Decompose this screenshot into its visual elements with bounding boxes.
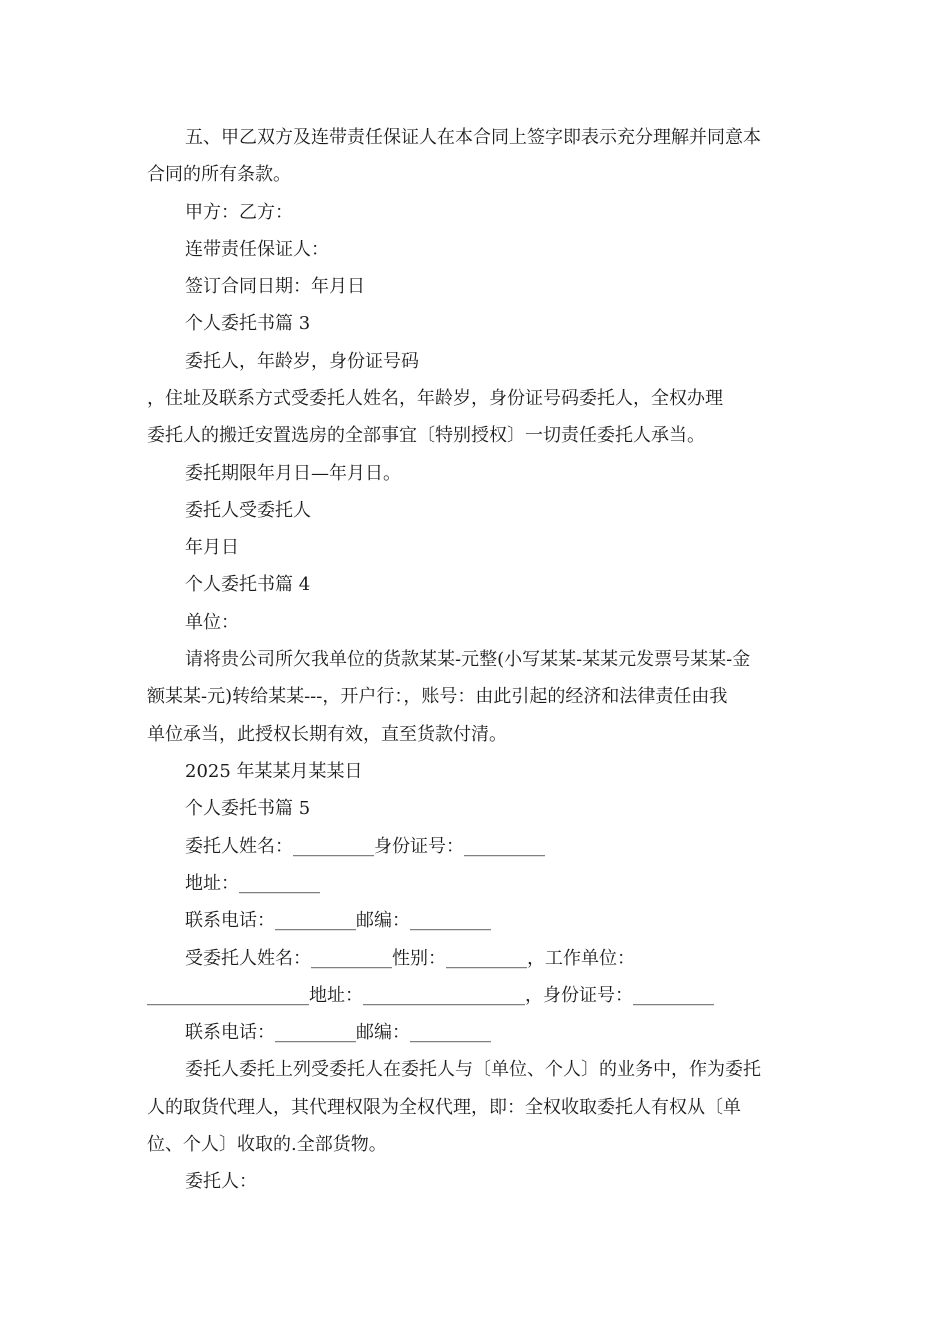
- text-line: 位、个人〕收取的.全部货物。: [147, 1134, 387, 1155]
- section-heading: 个人委托书篇 3: [185, 313, 311, 334]
- text-line: 合同的所有条款。: [147, 164, 291, 185]
- date-line: 2025 年某某月某某日: [185, 761, 363, 782]
- text-line: 连带责任保证人：: [185, 239, 329, 260]
- text-line: 人的取货代理人，其代理权限为全权代理，即：全权收取委托人有权从〔单: [147, 1097, 741, 1118]
- form-line: __________________地址：__________________，身份证号：_________: [147, 985, 714, 1006]
- text-line: 请将贵公司所欠我单位的货款某某-元整(小写某某-某某元发票号某某-金: [185, 649, 751, 670]
- text-line: 五、甲乙双方及连带责任保证人在本合同上签字即表示充分理解并同意本: [185, 127, 761, 148]
- text-line: 委托期限年月日—年月日。: [185, 463, 401, 484]
- text-line: 甲方：乙方：: [185, 202, 293, 223]
- form-line: 联系电话：_________邮编：_________: [185, 910, 491, 931]
- text-line: ，住址及联系方式受委托人姓名，年龄岁，身份证号码委托人，全权办理: [147, 388, 723, 409]
- text-line: 委托人：: [185, 1171, 257, 1192]
- form-line: 联系电话：_________邮编：_________: [185, 1022, 491, 1043]
- text-line: 签订合同日期：年月日: [185, 276, 365, 297]
- form-line: 委托人姓名：_________身份证号：_________: [185, 836, 545, 857]
- text-line: 年月日: [185, 537, 239, 558]
- text-line: 委托人的搬迁安置选房的全部事宜〔特别授权〕一切责任委托人承当。: [147, 425, 705, 446]
- text-line: 单位：: [185, 612, 239, 633]
- text-line: 单位承当，此授权长期有效，直至货款付清。: [147, 724, 507, 745]
- form-line: 受委托人姓名：_________性别：_________，工作单位：: [185, 948, 635, 969]
- section-heading: 个人委托书篇 5: [185, 798, 311, 819]
- text-line: 委托人委托上列受委托人在委托人与〔单位、个人〕的业务中，作为委托: [185, 1059, 761, 1080]
- text-line: 委托人，年龄岁，身份证号码: [185, 351, 419, 372]
- form-line: 地址：_________: [185, 873, 320, 894]
- section-heading: 个人委托书篇 4: [185, 574, 311, 595]
- text-line: 额某某-元)转给某某---，开户行：，账号：由此引起的经济和法律责任由我: [147, 686, 728, 707]
- text-line: 委托人受委托人: [185, 500, 311, 521]
